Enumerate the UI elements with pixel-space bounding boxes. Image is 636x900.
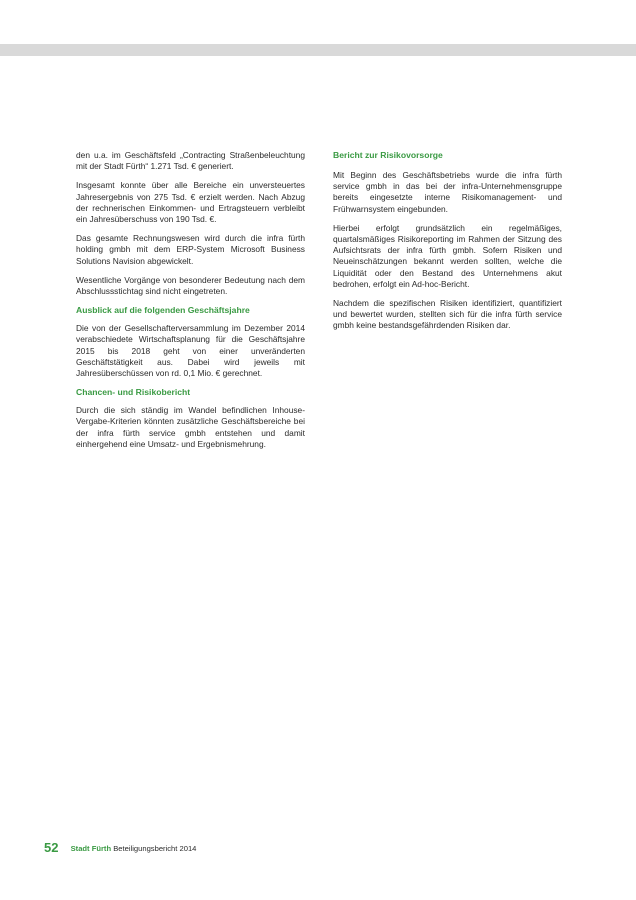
footer-brand: Stadt Fürth: [70, 844, 112, 853]
body-paragraph: Das gesamte Rechnungswesen wird durch die infra fürth holding gmbh mit dem ERP-System Microsoft Business Solutions Navision abgewickelt.: [76, 233, 305, 266]
body-paragraph: den u.a. im Geschäftsfeld „Contracting Straßenbeleuchtung mit der Stadt Fürth“ 1.271 Tsd. € generiert.: [76, 150, 305, 172]
footer-title: Beteiligungsbericht 2014: [113, 844, 197, 853]
body-paragraph: Nachdem die spezifischen Risiken identifiziert, quantifiziert und bewertet wurden, stellten sich für die infra fürth service gmbh keine bestandsgefährdenden Risiken dar.: [333, 298, 562, 331]
body-paragraph: Die von der Gesellschafterversammlung im Dezember 2014 verabschiedete Wirtschaftsplanung für die Geschäftsjahre 2015 bis 2018 geht von einer unveränderten Geschäftstätigkeit aus. Dabei wird jeweils mit Jahresüberschüssen von rd. 0,1 Mio. € gerechnet.: [76, 323, 305, 379]
body-paragraph: Wesentliche Vorgänge von besonderer Bedeutung nach dem Abschlussstichtag sind nicht eingetreten.: [76, 274, 305, 297]
section-heading: Ausblick auf die folgenden Geschäftsjahre: [76, 305, 250, 316]
section-heading: Chancen- und Risikobericht: [76, 387, 191, 398]
right-text-column: [333, 150, 562, 340]
left-text-column: [76, 150, 305, 458]
header-band: [0, 44, 636, 56]
section-heading: Bericht zur Risikovorsorge: [333, 150, 443, 160]
body-paragraph: Insgesamt konnte über alle Bereiche ein unversteuertes Jahresergebnis von 275 Tsd. € erzielt werden. Nach Abzug der rechnerischen Einkommen- und Ertragsteuern verbleibt ein Jahresüberschuss von 190 Tsd. €.: [76, 180, 305, 225]
body-paragraph: Hierbei erfolgt grundsätzlich ein regelmäßiges, quartalsmäßiges Risikoreporting im Rahmen der Sitzung des Aufsichtsrats der infra fürth gmbh. Sofern Risiken und Neueinschätzungen bekannt werden sollten, welche die Liquidität oder den Bestand des Unternehmens akut bedrohen, erfolgt ein Ad-hoc-Bericht.: [333, 222, 562, 289]
page-footer: [44, 840, 196, 857]
page-number: 52: [44, 840, 59, 855]
body-paragraph: Mit Beginn des Geschäftsbetriebs wurde die infra fürth service gmbh in das bei der infra-Unternehmensgruppe bereits eingesetzte interne Risikomanagement- und Frühwarnsystem eingebunden.: [333, 170, 562, 214]
body-paragraph: Durch die sich ständig im Wandel befindlichen Inhouse-Vergabe-Kriterien könnten zusätzliche Geschäftsbereiche bei der infra fürth service gmbh entstehen und damit einhergehend eine Umsatz- und Ergebnismehrung.: [76, 405, 305, 449]
